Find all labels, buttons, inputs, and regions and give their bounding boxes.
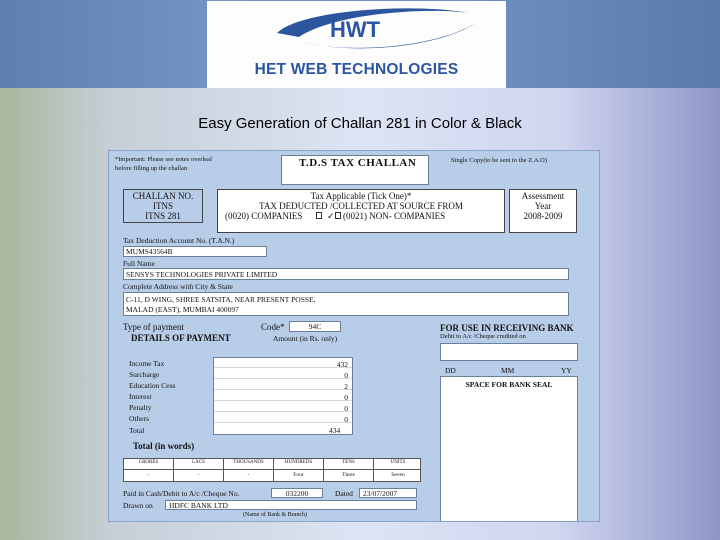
challan-form — [108, 150, 600, 522]
assessment-label: Assessment — [521, 191, 565, 201]
full-name-field[interactable]: SENSYS TECHNOLOGIES PRIVATE LIMITED — [126, 270, 278, 279]
bank-name-field[interactable]: HDFC BANK LTD — [169, 501, 228, 510]
challan-no-label: CHALLAN NO. — [132, 191, 194, 201]
total-value[interactable]: 434 — [329, 426, 341, 435]
yy-label: YY — [561, 366, 572, 375]
address-line-1[interactable]: C-11, D WING, SHREE SATSITA, NEAR PRESENT POSSE, — [126, 295, 316, 304]
tens-cell[interactable]: Three — [342, 472, 355, 478]
option-non-companies[interactable]: (0021) NON- COMPANIES — [343, 211, 446, 221]
type-of-payment-label: Type of payment — [123, 322, 184, 332]
amount-table — [213, 357, 353, 435]
single-copy-note: Single Copy(to be sent to the Z.A.O) — [451, 157, 548, 164]
thousands-cell[interactable]: - — [247, 472, 250, 478]
drawn-on-label: Drawn on — [123, 501, 153, 510]
logo-swoosh-icon — [207, 1, 506, 61]
penalty-value[interactable]: 0 — [344, 404, 348, 413]
amount-label: Amount (in Rs. only) — [273, 334, 338, 343]
assessment-year-label: Year — [534, 201, 552, 211]
svg-text:HWT: HWT — [329, 17, 381, 42]
others-label: Others — [129, 414, 149, 423]
paid-cash-label: Paid in Cash/Debit to A/c /Cheque No. — [123, 489, 240, 498]
hundreds-cell[interactable]: Four — [293, 472, 304, 478]
others-value[interactable]: 0 — [344, 415, 348, 424]
units-cell[interactable]: Seven — [391, 472, 405, 478]
cheque-number-field[interactable]: 032200 — [285, 489, 309, 498]
code-label: Code* — [261, 322, 285, 332]
receiving-bank-label: FOR USE IN RECEIVING BANK — [440, 323, 574, 333]
tan-label: Tax Deduction Account No. (T.A.N.) — [123, 236, 235, 245]
total-in-words-label: Total (in words) — [133, 441, 195, 451]
lacs-cell[interactable]: - — [197, 472, 200, 478]
challan-no-value: ITNS — [153, 201, 173, 211]
tick-mark-icon: ✓ — [327, 211, 335, 221]
challan-form-number: ITNS 281 — [145, 211, 181, 221]
companies-checkbox[interactable] — [316, 212, 322, 219]
crores-cell[interactable]: - — [147, 472, 150, 478]
dd-label: DD — [445, 366, 456, 375]
interest-value[interactable]: 0 — [344, 393, 348, 402]
words-table: CRORES - LACS - THOUSANDS - HUNDREDS Four TENS Three UNITS Seven — [123, 458, 421, 482]
education-cess-label: Education Cess — [129, 381, 176, 390]
dated-label: Dated — [335, 489, 353, 498]
important-note-2: before filling up the challan — [115, 165, 188, 172]
surcharge-label: Surcharge — [129, 370, 160, 379]
bank-seal-area — [440, 376, 578, 522]
tan-field[interactable]: MUMS43564B — [126, 247, 173, 256]
form-heading: T.D.S TAX CHALLAN — [299, 157, 417, 169]
details-of-payment-label: DETAILS OF PAYMENT — [131, 333, 231, 343]
dated-field[interactable]: 23/07/2007 — [363, 489, 398, 498]
income-tax-value[interactable]: 432 — [336, 360, 348, 369]
non-companies-checkbox[interactable] — [335, 212, 341, 219]
address-label: Complete Address with City & State — [123, 282, 233, 291]
company-logo — [207, 1, 506, 88]
total-label: Total — [129, 426, 145, 435]
education-cess-value[interactable]: 2 — [344, 382, 348, 391]
debit-label: Debit to A/c /Cheque credited on — [440, 333, 526, 340]
tax-applicable-desc: TAX DEDUCTED /COLLECTED AT SOURCE FROM — [259, 201, 463, 211]
bank-seal-label: SPACE FOR BANK SEAL — [465, 380, 553, 389]
interest-label: Interest — [129, 392, 152, 401]
address-line-2[interactable]: MALAD (EAST), MUMBAI 400097 — [126, 305, 239, 314]
slide-title: Easy Generation of Challan 281 in Color & Black — [198, 115, 522, 132]
penalty-label: Penalty — [129, 403, 152, 412]
surcharge-value[interactable]: 0 — [344, 371, 348, 380]
option-companies[interactable]: (0020) COMPANIES — [225, 211, 303, 221]
tax-applicable-label: Tax Applicable (Tick One)* — [310, 191, 412, 201]
bank-name-caption: (Name of Bank & Branch) — [243, 512, 307, 518]
assessment-year-value: 2008-2009 — [523, 211, 563, 221]
mm-label: MM — [501, 366, 515, 375]
company-name: HET WEB TECHNOLOGIES — [254, 61, 459, 78]
full-name-label: Full Name — [123, 259, 155, 268]
important-note: *Important: Please see notes overleaf — [115, 156, 213, 163]
code-field[interactable]: 94C — [308, 322, 322, 331]
income-tax-label: Income Tax — [129, 359, 165, 368]
